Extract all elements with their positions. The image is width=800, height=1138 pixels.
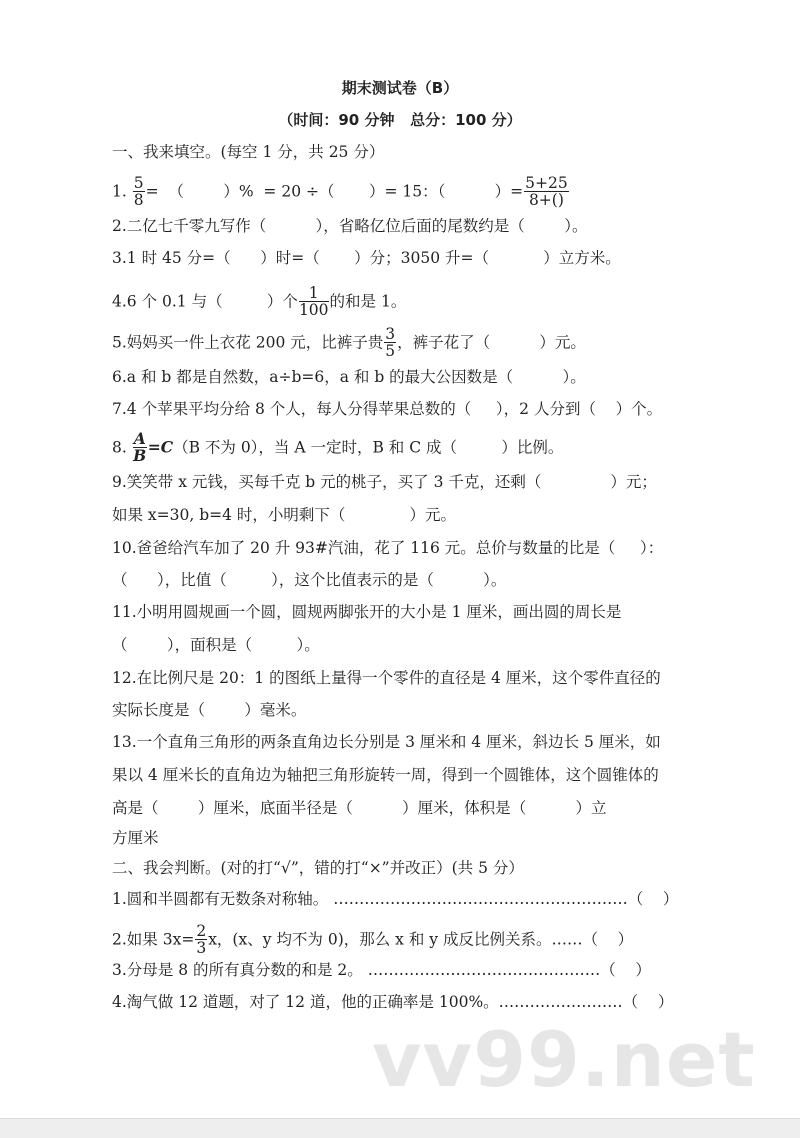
- denominator: 100: [298, 301, 329, 319]
- section-1-heading: 一、我来填空。(每空 1 分，共 25 分）: [112, 143, 385, 161]
- question-9-line-1: 9.笑笑带 x 元钱，买每千克 b 元的桃子，买了 3 千克，还剩（ ）元；: [112, 473, 657, 491]
- question-11-line-2: （ ），面积是（ ）。: [112, 636, 320, 654]
- fraction: [384, 326, 396, 359]
- watermark: vv99.net: [372, 1015, 756, 1104]
- numerator: 5+25: [525, 174, 568, 192]
- question-12-line-1: 12.在比例尺是 20：1 的图纸上量得一个零件的直径是 4 厘米，这个零件直径的: [112, 669, 661, 687]
- q8-prefix: 8.: [112, 438, 132, 457]
- question-7: 7.4 个苹果平均分给 8 个人，每人分得苹果总数的（ ），2 人分到（ ）个。: [112, 400, 663, 418]
- fraction: [299, 285, 329, 318]
- judge-1: 1.圆和半圆都有无数条对称轴。 …………………………………………………（ ）: [112, 890, 679, 908]
- question-12-line-2: 实际长度是（ ）毫米。: [112, 701, 307, 719]
- numerator: 3: [385, 325, 396, 343]
- denominator: 8+(): [528, 191, 564, 209]
- numerator: A: [133, 429, 146, 448]
- q5-prefix: 5.妈妈买一件上衣花 200 元，比裤子贵: [112, 333, 384, 352]
- question-10-line-1: 10.爸爸给汽车加了 20 升 93#汽油，花了 116 元。总价与数量的比是（ ）：: [112, 539, 664, 557]
- fraction: [195, 923, 207, 956]
- q8-equation: =C: [147, 437, 174, 457]
- j2-suffix: x，(x、y 均不为 0)，那么 x 和 y 成反比例关系。……（ ）: [208, 930, 634, 949]
- fraction: [133, 431, 147, 464]
- question-11-line-1: 11.小明用圆规画一个圆，圆规两脚张开的大小是 1 厘米，画出圆的周长是: [112, 603, 622, 621]
- question-1: [112, 174, 570, 209]
- question-5: [112, 325, 586, 360]
- page-title: 期末测试卷（B）: [341, 79, 459, 97]
- question-13-line-1: 13.一个直角三角形的两条直角边长分别是 3 厘米和 4 厘米，斜边长 5 厘米，如: [112, 733, 661, 751]
- fraction: [524, 175, 569, 208]
- question-13-line-3: 高是（ ）厘米，底面半径是（ ）厘米，体积是（ ）立: [112, 799, 607, 817]
- denominator: B: [133, 446, 147, 465]
- denominator: 3: [196, 939, 207, 957]
- judge-3: 3.分母是 8 的所有真分数的和是 2。 ………………………………………（ ）: [112, 961, 651, 979]
- q1-prefix: 1.: [112, 182, 132, 201]
- question-9-line-2: 如果 x=30, b=4 时，小明剩下（ ）元。: [112, 506, 456, 524]
- question-4: [112, 284, 407, 319]
- page-subtitle: （时间：90 分钟 总分：100 分）: [278, 111, 522, 129]
- section-2-heading: 二、我会判断。(对的打“√”，错的打“×”并改正）(共 5 分）: [112, 859, 524, 877]
- denominator: 5: [385, 342, 396, 360]
- question-6: 6.a 和 b 都是自然数，a÷b=6，a 和 b 的最大公因数是（ ）。: [112, 368, 586, 386]
- question-10-line-2: （ ），比值（ ），这个比值表示的是（ ）。: [112, 571, 507, 589]
- q5-suffix: ，裤子花了（ ）元。: [397, 333, 586, 352]
- numerator: 2: [196, 922, 207, 940]
- question-13-line-4: 方厘米: [112, 829, 159, 847]
- fraction: [133, 175, 145, 208]
- question-2: 2.二亿七千零九写作（ ），省略亿位后面的尾数约是（ ）。: [112, 217, 588, 235]
- judge-4: 4.淘气做 12 道题，对了 12 道，他的正确率是 100%。……………………（ ）: [112, 993, 674, 1011]
- question-3: 3.1 时 45 分=（ ）时=（ ）分；3050 升=（ ）立方米。: [112, 249, 621, 267]
- q8-suffix: （B 不为 0），当 A 一定时，B 和 C 成（ ）比例。: [173, 438, 564, 457]
- q1-body: = （ ）% = 20 ÷（ ）= 15：（ ）=: [145, 182, 524, 201]
- question-13-line-2: 果以 4 厘米长的直角边为轴把三角形旋转一周，得到一个圆锥体，这个圆锥体的: [112, 766, 659, 784]
- bottom-scroll-bar[interactable]: [0, 1118, 800, 1138]
- question-8: [112, 429, 564, 465]
- q4-suffix: 的和是 1。: [329, 292, 407, 311]
- denominator: 8: [133, 191, 144, 209]
- judge-2: [112, 922, 634, 957]
- numerator: 5: [133, 174, 144, 192]
- q4-prefix: 4.6 个 0.1 与（ ）个: [112, 292, 298, 311]
- j2-prefix: 2.如果 3x=: [112, 930, 195, 949]
- numerator: 1: [299, 285, 329, 302]
